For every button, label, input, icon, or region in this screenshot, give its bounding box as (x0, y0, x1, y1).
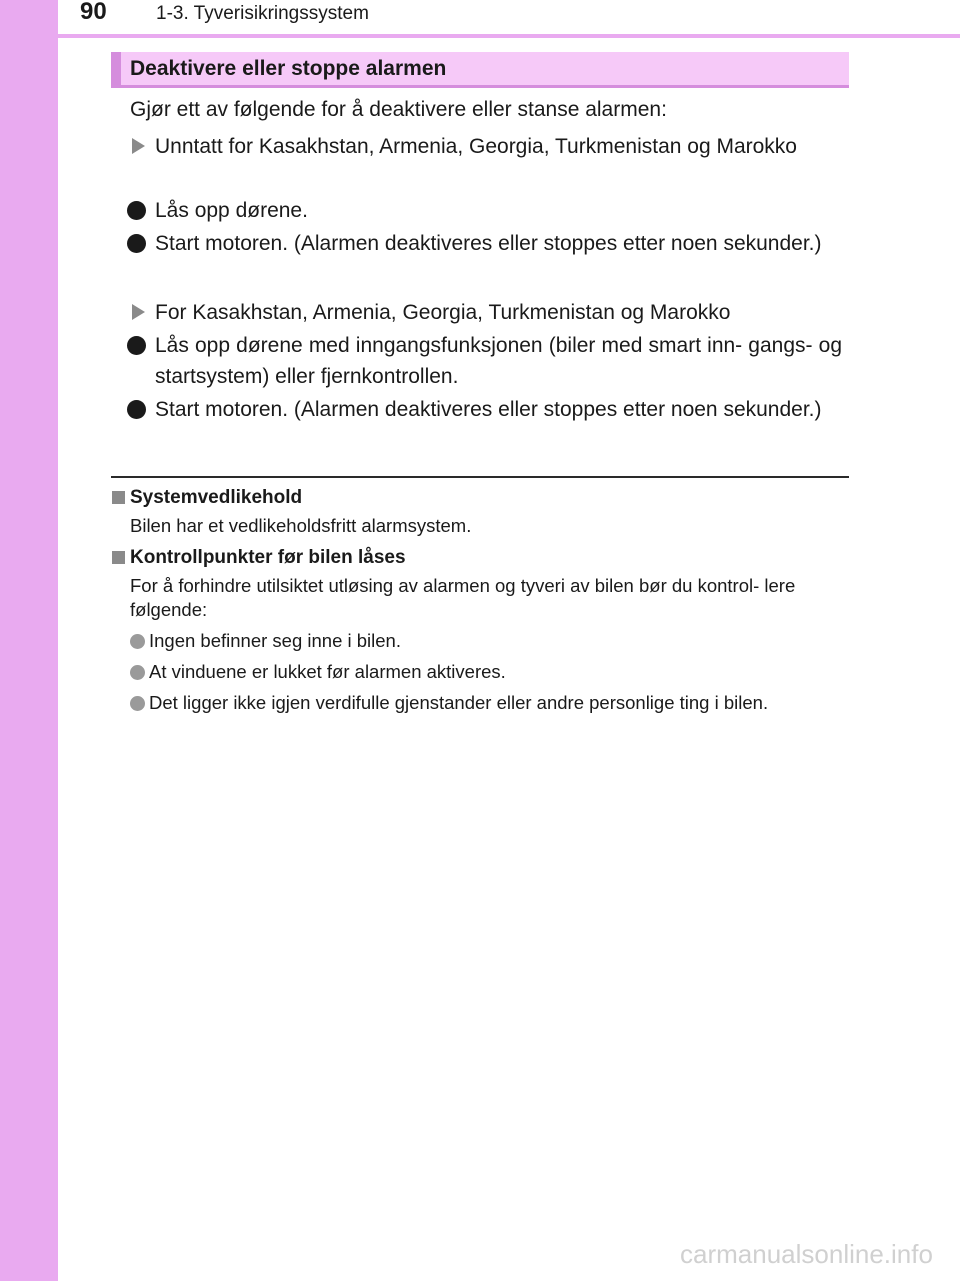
chapter-title: 1-3. Tyverisikringssystem (156, 3, 369, 24)
list-item: Lås opp dørene. (155, 199, 308, 222)
watermark: carmanualsonline.info (680, 1239, 933, 1269)
bullet-dot-icon (130, 665, 145, 680)
bullet-dot-icon (127, 201, 146, 220)
list-item: Det ligger ikke igjen verdifulle gjenstander eller andre personlige ting i bilen. (149, 692, 769, 713)
bullet-dot-icon (130, 634, 145, 649)
bullet-dot-icon (127, 400, 146, 419)
bullet-dot-icon (127, 234, 146, 253)
section-divider (111, 476, 849, 478)
section-heading-bar (111, 52, 121, 85)
section-title: Deaktivere eller stoppe alarmen (130, 57, 447, 80)
list-item: Ingen befinner seg inne i bilen. (149, 630, 401, 651)
triangle-arrow-icon (132, 138, 145, 154)
bullet-dot-icon (127, 336, 146, 355)
triangle-arrow-icon (132, 304, 145, 320)
list-item: Lås opp dørene med inngangsfunksjonen (biler med smart inn- gangs- og startsystem) eller fjernkontrollen. (155, 334, 842, 388)
list-item: Start motoren. (Alarmen deaktiveres eller stoppes etter noen sekunder.) (155, 398, 822, 421)
note-title: Systemvedlikehold (130, 487, 303, 508)
note-text: For å forhindre utilsiktet utløsing av alarmen og tyveri av bilen bør du kontrol- lere følgende: (130, 575, 796, 620)
list-item: At vinduene er lukket før alarmen aktiveres. (149, 661, 506, 682)
section-heading (111, 52, 849, 88)
note-title: Kontrollpunkter før bilen låses (130, 547, 406, 568)
square-bullet-icon (112, 491, 125, 504)
list-item: Start motoren. (Alarmen deaktiveres eller stoppes etter noen sekunder.) (155, 232, 822, 255)
page-margin-band (0, 0, 58, 1281)
header-rule (0, 34, 960, 38)
group-heading: Unntatt for Kasakhstan, Armenia, Georgia, Turkmenistan og Marokko (155, 135, 797, 158)
section-intro: Gjør ett av følgende for å deaktivere eller stanse alarmen: (130, 98, 667, 121)
square-bullet-icon (112, 551, 125, 564)
page-number: 90 (80, 0, 107, 25)
group-heading: For Kasakhstan, Armenia, Georgia, Turkmenistan og Marokko (155, 301, 731, 324)
bullet-dot-icon (130, 696, 145, 711)
note-text: Bilen har et vedlikeholdsfritt alarmsystem. (130, 515, 472, 536)
